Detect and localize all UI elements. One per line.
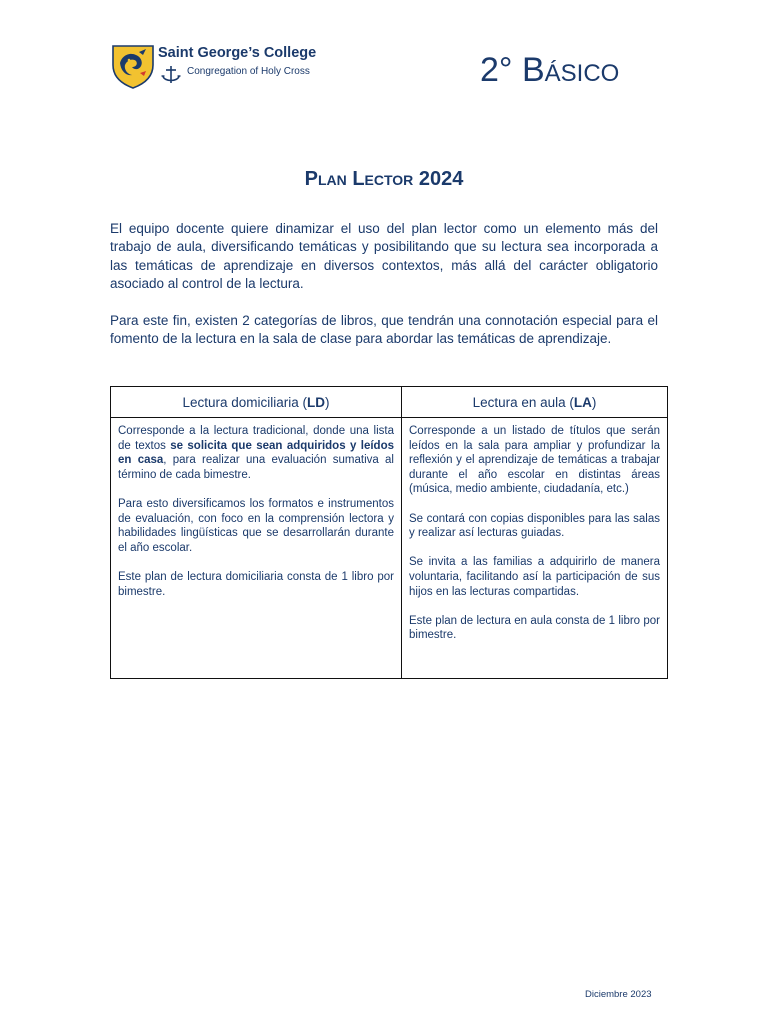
table-header-row	[111, 387, 668, 418]
reading-plan-table	[110, 386, 668, 679]
categories-paragraph: Para este fin, existen 2 categorías de libros, que tendrán una connotación especial para el fomento de la lectura en la sala de clase para abordar las temáticas de aprendizaje.	[110, 313, 658, 347]
saint-george-crest-icon	[110, 43, 156, 89]
grade-level: 2° Básico	[480, 51, 620, 89]
la-header-abbr: LA	[573, 394, 592, 410]
ld-paragraph-2: Para esto diversificamos los formatos e instrumentos de evaluación, con foco en la comprensión lectora y habilidades lingüísticas que se desarrollarán durante el año escolar.	[118, 497, 394, 554]
la-paragraph-4: Este plan de lectura en aula consta de 1 libro por bimestre.	[409, 614, 660, 642]
la-column-header	[402, 387, 668, 418]
ld-p1-emphasis: se solicita que sean adquiridos y leídos en casa	[118, 439, 394, 467]
ld-description-cell	[111, 418, 402, 679]
la-description-cell	[402, 418, 668, 679]
college-logo	[110, 43, 340, 91]
ld-header-close: )	[325, 394, 330, 410]
la-header-label: Lectura en aula (	[472, 394, 574, 410]
ld-header-abbr: LD	[307, 394, 326, 410]
ld-p1-text-1: Corresponde a la lectura tradicional, donde una lista de textos	[118, 425, 394, 452]
ld-header-label: Lectura domiciliaria (	[182, 394, 308, 410]
table-body-row	[111, 418, 668, 679]
ld-paragraph-3: Este plan de lectura domiciliaria consta de 1 libro por bimestre.	[118, 570, 394, 598]
holy-cross-anchor-icon	[160, 65, 182, 85]
ld-column-header	[111, 387, 402, 418]
footer-date: Diciembre 2023	[585, 989, 652, 1000]
congregation-name: Congregation of Holy Cross	[187, 66, 310, 77]
ld-paragraph-1	[118, 424, 394, 482]
la-paragraph-2: Se contará con copias disponibles para las salas y realizar así lecturas guiadas.	[409, 512, 660, 540]
document-title: Plan Lector 2024	[304, 168, 464, 190]
la-header-close: )	[591, 394, 597, 410]
intro-paragraph: El equipo docente quiere dinamizar el uso del plan lector como un elemento más del trabajo de aula, diversificando temáticas y posibilitando que su lectura sea incorporada a las temáticas de aprendizaje en diversos contextos, más allá del carácter obligatorio asociado al control de la lectura.	[110, 221, 658, 292]
ld-p1-text-2: , para realizar una evaluación sumativa al término de cada bimestre.	[118, 454, 394, 481]
la-paragraph-3: Se invita a las familias a adquirirlo de manera voluntaria, facilitando así la participación de sus hijos en las lecturas compartidas.	[409, 556, 660, 598]
college-name: Saint George’s College	[158, 45, 317, 61]
la-paragraph-1: Corresponde a un listado de títulos que serán leídos en la sala para ampliar y profundizar la reflexión y el aprendizaje de temáticas a trabajar durante el año escolar en distintas áreas (música, medio ambiente, ciudadanía, etc.)	[409, 425, 660, 496]
